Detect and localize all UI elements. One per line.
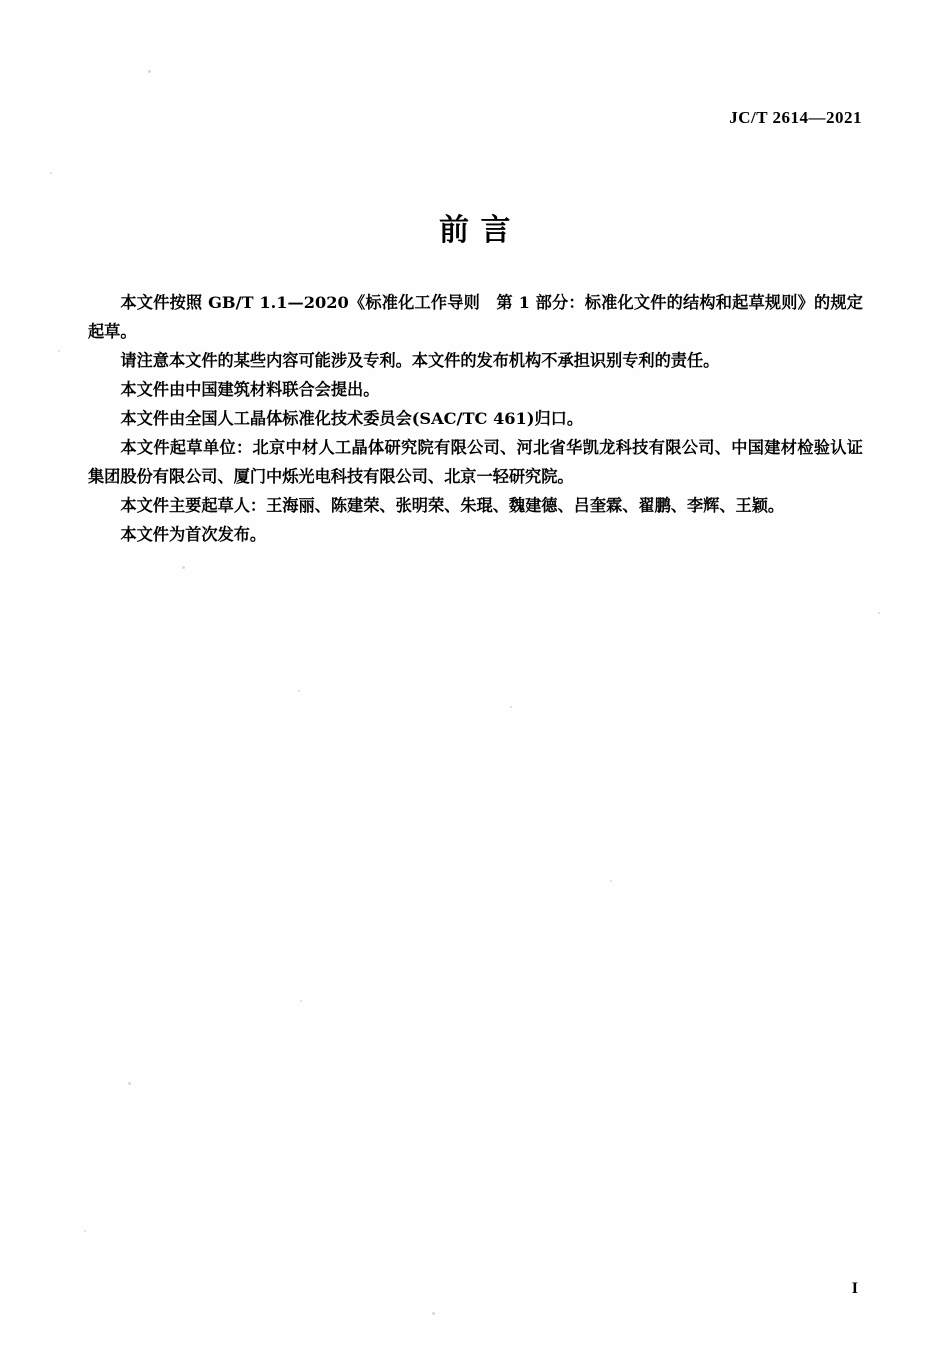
foreword-paragraph: 请注意本文件的某些内容可能涉及专利。本文件的发布机构不承担识别专利的责任。 [120, 351, 720, 370]
document-header-standard-code: JC/T 2614—2021 [729, 108, 862, 127]
page-title: 前 言 [439, 213, 511, 248]
scan-speck [610, 880, 612, 882]
scan-speck [878, 612, 880, 614]
scan-speck [58, 350, 60, 352]
scan-speck [182, 566, 185, 569]
scan-speck [128, 1082, 131, 1085]
foreword-paragraph: 本文件主要起草人：王海丽、陈建荣、张明荣、朱琨、魏建德、吕奎霖、翟鹏、李辉、王颖。 [120, 496, 785, 515]
scan-speck [510, 706, 512, 708]
scan-speck [148, 70, 151, 73]
scan-speck [298, 690, 300, 692]
foreword-paragraph: 本文件起草单位：北京中材人工晶体研究院有限公司、河北省华凯龙科技有限公司、中国建材检验认证集团股份有限公司、厦门中烁光电科技有限公司、北京一轻研究院。 [88, 438, 863, 486]
foreword-paragraph: 本文件由中国建筑材料联合会提出。 [120, 380, 380, 399]
foreword-paragraph: 本文件按照 GB/T 1.1—2020《标准化工作导则 第 1 部分：标准化文件的结构和起草规则》的规定起草。 [88, 293, 863, 341]
foreword-paragraph: 本文件为首次发布。 [120, 525, 267, 544]
foreword-body [88, 288, 863, 549]
scan-speck [50, 172, 52, 174]
scan-speck [84, 1230, 86, 1232]
scan-speck [300, 1000, 302, 1002]
page-number: I [851, 1280, 858, 1297]
scan-speck [432, 1312, 435, 1315]
foreword-paragraph: 本文件由全国人工晶体标准化技术委员会(SAC/TC 461)归口。 [120, 409, 584, 428]
